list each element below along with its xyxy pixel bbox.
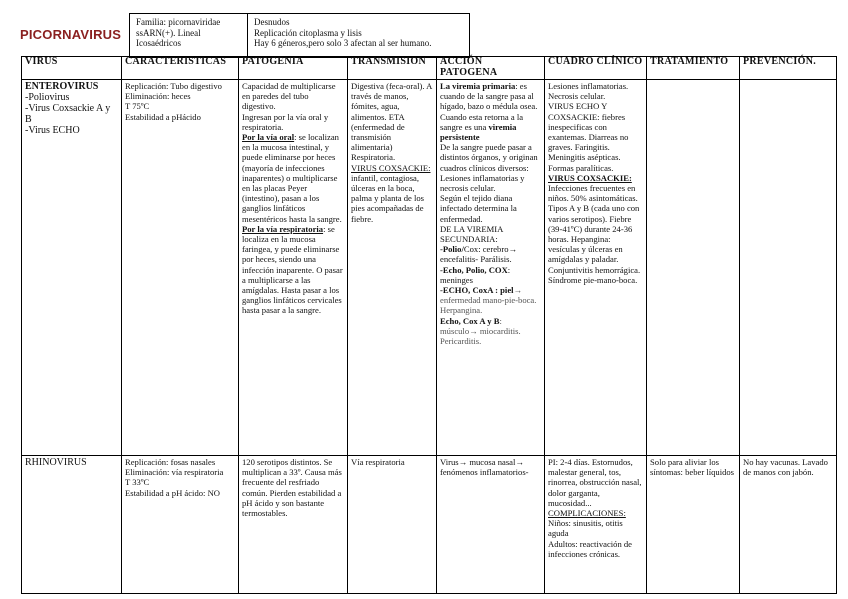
virus-item: -Poliovirus bbox=[25, 92, 70, 103]
cell-accion-patogena bbox=[437, 456, 545, 594]
transmision-text: Digestiva (feca-oral). A través de manos, fómites, agua, alimentos. ETA (enfermedad de transmisión alimentaria) Respiratoria. bbox=[351, 81, 432, 163]
cell-accion-patogena bbox=[437, 80, 545, 456]
echo-cox-label: -ECHO, CoxA : piel bbox=[440, 285, 514, 296]
complications-adults: Adultos: reactivación de infecciones crónicas. bbox=[548, 538, 632, 559]
info-shape: Icosaédricos bbox=[136, 38, 181, 48]
info-family: Familia: picornaviridae bbox=[136, 17, 221, 27]
accion-secundaria: DE LA VIREMIA SECUNDARIA: bbox=[440, 223, 503, 245]
resp-label: Por la vía respiratoria bbox=[242, 223, 324, 234]
cuadro-symptoms: PI: 2-4 días. Estornudos, malestar general, tos, rinorrea, obstrucción nasal, dolor garganta, mucosidad... bbox=[548, 457, 642, 508]
col-cuadro-clinico: CUADRO CLÍNICO bbox=[545, 57, 647, 80]
col-patogenia: PATOGENIA bbox=[239, 57, 348, 80]
viremia-label: La viremia primaria bbox=[440, 81, 516, 91]
cell-transmision: Vía respiratoria bbox=[348, 456, 437, 594]
patogenia-intro: Capacidad de multiplicarse en paredes del tubo digestivo. bbox=[242, 81, 336, 112]
cuadro-cox-label: VIRUS COXSACKIE: bbox=[548, 172, 632, 183]
echo-text: : meninges bbox=[440, 264, 511, 285]
echo-cox-text: → enfermedad mano-pie-boca. Herpangina. bbox=[440, 285, 537, 316]
patogenia-resp bbox=[242, 224, 344, 316]
cuadro-lesiones: Lesiones inflamatorias. Necrosis celular. bbox=[548, 81, 629, 102]
col-accion-patogena: ACCIÓN PATOGENA bbox=[437, 57, 545, 80]
oral-text: : se localizan en la mucosa intestinal, y puede eliminarse por heces (mayoría de infecciones inaparentes) o multiplicarse en las placas Peyer (intestino), pasan a los ganglios linfáticos mesentéricos hasta la sangre. bbox=[242, 132, 342, 224]
char-elimination: Eliminación: heces bbox=[125, 91, 191, 102]
cell-tratamiento bbox=[647, 80, 740, 456]
header-row bbox=[22, 57, 837, 80]
picornavirus-table bbox=[21, 56, 837, 594]
info-left bbox=[136, 17, 248, 49]
cuadro-echo-cox: VIRUS ECHO Y COXSACKIE: fiebres inespecificas con exantemas. Diarreas no graves. Faringitis. Meningitis asépticas. Formas paralíticas. bbox=[548, 101, 629, 173]
cell-cuadro-clinico bbox=[545, 80, 647, 456]
virus-item: -Virus Coxsackie A y B bbox=[25, 103, 111, 125]
col-transmision: TRANSMISION bbox=[348, 57, 437, 80]
echo-cox-ab-text: : músculo→ miocarditis. Pericarditis. bbox=[440, 315, 521, 347]
complications-children: Niños: sinusitis, otitis aguda bbox=[548, 518, 623, 539]
family-info-box bbox=[129, 13, 470, 58]
table-row-rhinovirus bbox=[22, 456, 837, 594]
cell-virus bbox=[22, 80, 122, 456]
cell-prevencion bbox=[740, 80, 837, 456]
cell-cuadro-clinico bbox=[545, 456, 647, 594]
cell-tratamiento: Solo para aliviar los síntomas: beber líquidos bbox=[647, 456, 740, 594]
patogenia-oral bbox=[242, 132, 344, 224]
info-divider bbox=[247, 14, 248, 57]
info-genera: Hay 6 géneros,pero solo 3 afectan al ser humano. bbox=[254, 38, 432, 48]
virus-name: ENTEROVIRUS bbox=[25, 81, 99, 92]
accion-text: Según el tejido diana infectado determina la enfermedad. bbox=[440, 193, 517, 224]
accion-text: De la sangre puede pasar a distintos órganos, y originan cuadros clínicos diversos: Lesiones inflamatorias y necrosis celular. bbox=[440, 142, 538, 194]
col-virus: VIRUS bbox=[22, 57, 122, 80]
resp-text: : se localiza en la mucosa faringea, y puede eliminarse por heces, siendo una infección inaparente. O pasar a multiplicarse a las amígdalas. Hasta pasar a los ganglios linfáticos cervicales hasta pasar a la sangre. bbox=[242, 223, 343, 316]
patogenia-entry: Ingresan por la vía oral y respiratoria. bbox=[242, 111, 329, 132]
cell-patogenia: 120 serotipos distintos. Se multiplican a 33º. Causa más frecuente del resfriado común. Pierden estabilidad a pH ácido y son bastante termostables. bbox=[239, 456, 348, 594]
coxsackie-text: infantil, contagiosa, úlceras en la boca, palma y planta de los pies acompañadas de fiebre. bbox=[351, 172, 425, 224]
viremia-text: : es cuando de la sangre pasa al hígado, bazo o médula osea. Cuando esta retorna a la sangre es una bbox=[440, 81, 538, 132]
cell-caracteristicas bbox=[122, 456, 239, 594]
cell-transmision bbox=[348, 80, 437, 456]
cell-prevencion: No hay vacunas. Lavado de manos con jabón. bbox=[740, 456, 837, 594]
cell-patogenia bbox=[239, 80, 348, 456]
char-ph: Estabilidad a pH ácido: NO bbox=[125, 487, 220, 498]
complications-label: COMPLICACIONES: bbox=[548, 508, 626, 519]
virus-item: -Virus ECHO bbox=[25, 125, 80, 136]
char-replication: Replicación: fosas nasales bbox=[125, 457, 216, 467]
info-right bbox=[254, 17, 466, 49]
char-temperature: T 75ºC bbox=[125, 101, 150, 112]
page-title: PICORNAVIRUS bbox=[20, 27, 122, 42]
char-elimination: Eliminación: vía respiratoria bbox=[125, 467, 224, 478]
char-ph: Estabilidad a pHácido bbox=[125, 111, 201, 122]
info-genome: ssARN(+). Lineal bbox=[136, 27, 201, 38]
table-row-enterovirus bbox=[22, 80, 837, 456]
echo-label: -Echo, Polio, COX bbox=[440, 264, 508, 275]
cuadro-cox-text: Infecciones frecuentes en niños. 50% asintomáticas. Tipos A y B (cada uno con varios serotipos). Fiebre (39-41ºC) durante 24-36 horas. Hepangina: vesículas y úlceras en amígdalas y paladar. Conjuntivitis hemorrágica. Síndrome pie-mano-boca. bbox=[548, 183, 641, 285]
cell-caracteristicas bbox=[122, 80, 239, 456]
char-temperature: T 33ºC bbox=[125, 477, 150, 488]
accion-text: Virus→ mucosa nasal→ fenómenos inflamatorios- bbox=[440, 457, 529, 478]
char-replication: Replicación: Tubo digestivo bbox=[125, 81, 222, 91]
info-replication: Replicación citoplasma y lisis bbox=[254, 27, 362, 38]
virus-name: RHINOVIRUS bbox=[25, 457, 87, 468]
col-tratamiento: TRATAMIENTO bbox=[647, 57, 740, 80]
cell-virus bbox=[22, 456, 122, 594]
echo-cox-ab-label: Echo, Cox A y B bbox=[440, 315, 500, 326]
col-caracteristicas: CARACTERISTICAS bbox=[122, 57, 239, 80]
viremia-persistent: viremia persistente bbox=[440, 121, 517, 143]
oral-label: Por la vía oral bbox=[242, 132, 295, 143]
coxsackie-label: VIRUS COXSACKIE: bbox=[351, 162, 431, 173]
polio-text: Cox: cerebro→ encefalitis- Parálisis. bbox=[440, 244, 518, 265]
col-prevencion: PREVENCIÓN. bbox=[740, 57, 837, 80]
info-naked: Desnudos bbox=[254, 17, 290, 27]
polio-label: -Polio/ bbox=[440, 244, 464, 255]
